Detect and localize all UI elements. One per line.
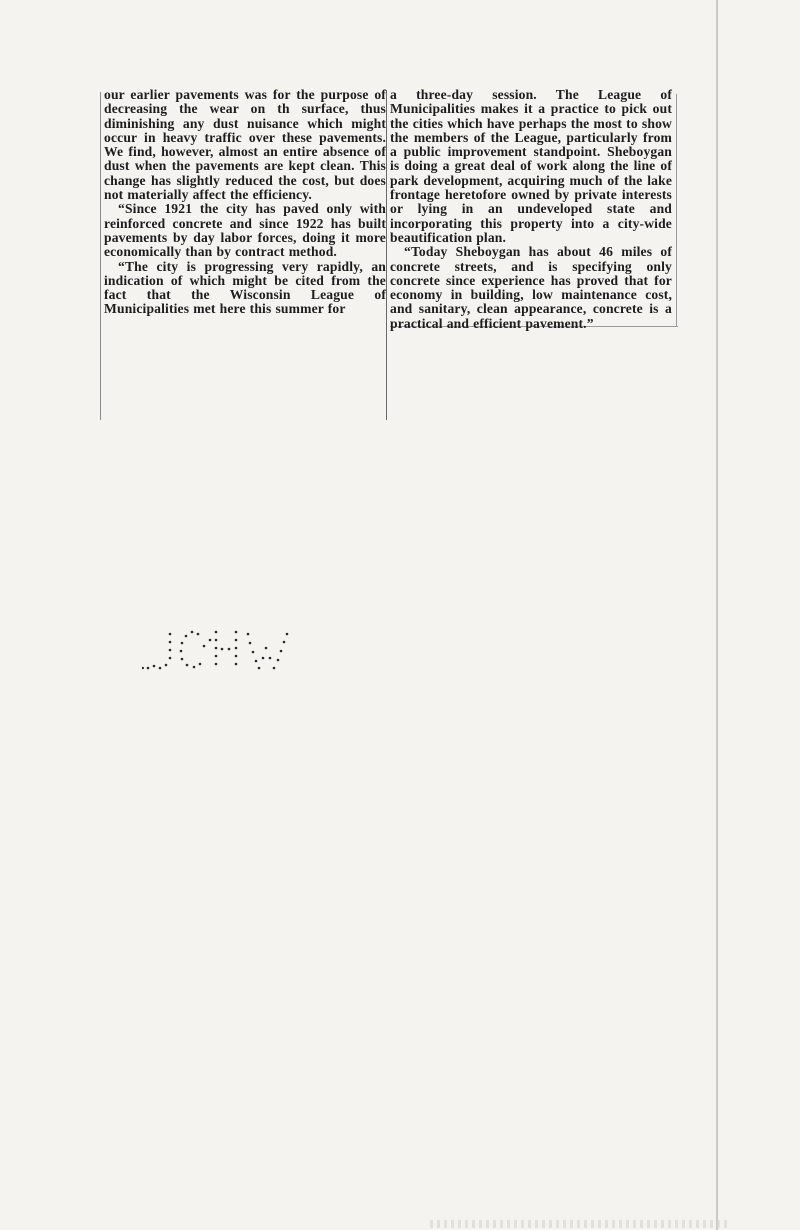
right-paragraph-1: a three-day session. The League of Municipalities makes it a practice to pick out the cities which have perhaps the most to show the members of the League, particularly from a public improvement standpoint. Sheboygan is doing a great deal of work along the line of park development, acquiring much of the lake frontage heretofore owned by private interests or lying in an undeveloped state and incorporating this property into a city-wide beautification plan.	[390, 87, 672, 245]
perforated-stamp	[142, 628, 302, 676]
left-paragraph-2: “Since 1921 the city has paved only with reinforced concrete and since 1922 has built pavements by day labor forces, doing it more economically than by contract method.	[104, 201, 386, 260]
right-column	[390, 88, 672, 331]
right-paragraph-2: “Today Sheboygan has about 46 miles of concrete streets, and is specifying only concrete since experience has proved that for economy in building, low maintenance cost, and sanitary, clean appearance, concrete is a practical and efficient pavement.”	[390, 244, 672, 331]
left-paragraph-1: our earlier pavements was for the purpose of decreasing the wear on th surface, thus diminishing any dust nuisance which might occur in heavy traffic over these pavements. We find, however, almost an entire absence of dust when the pavements are kept clean. This change has slightly reduced the cost, but does not materially affect the efficiency.	[104, 87, 386, 203]
newspaper-clipping	[100, 88, 680, 424]
left-paragraph-3: “The city is progressing very rapidly, an indication of which might be cited from the fact that the Wisconsin League of Municipalities met here this summer for	[104, 258, 386, 317]
scan-noise	[430, 1220, 730, 1228]
page-edge-line	[716, 0, 718, 1230]
left-column	[104, 88, 386, 317]
clipping-cut-edge-left	[100, 92, 101, 420]
column-rule	[386, 90, 387, 420]
clipping-cut-edge-right	[676, 94, 677, 326]
